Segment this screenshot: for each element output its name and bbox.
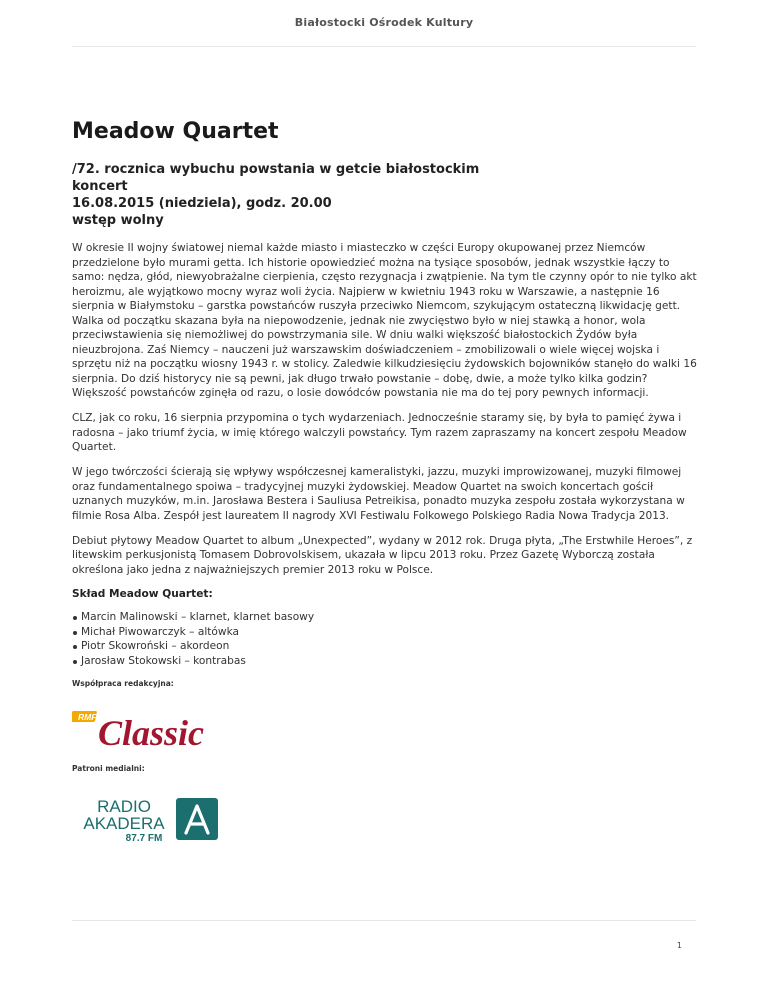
paragraph-albums: Debiut płytowy Meadow Quartet to album „Unexpected”, wydany w 2012 rok. Druga płyta, „The Erstwhile Heroes”, z litewskim perkusjonistą Tomasem Dobrovolskisem, ukazała w lipcu 2013 roku. Przez Gazetę Wyborczą została określona jako jedna z najważniejszych premier 2013 roku w Polsce. [72, 534, 693, 576]
page-footer-divider [72, 920, 696, 921]
paragraph-history: W okresie II wojny światowej niemal każde miasto i miasteczko w części Europy okupowanej przez Niemców przedzielone było murami getta. Ich historie opowiedzieć można na tysiące sposobów, jednak wszystkie łączy to samo: nędza, głód, niewyobrażalne cierpienia, często rezygnacja i zwątpienie. Na tym tle czynny opór to nie tylko akt heroizmu, ale wyjątkowo mocny wyraz woli życia. Najpierw w kwietniu 1943 roku w Warszawie, a następnie 16 sierpnia w Białymstoku – garstka powstańców ruszyła przeciwko Niemcom, szykującym ostateczną likwidację gett. Walka od początku skazana była na niepowodzenie, jednak nie zwycięstwo było w niej stawką a honor, wola przeciwstawienia się niemożliwej do powstrzymania sile. W dniu walki większość białostockich Żydów była nieuzbrojona. Zaś Niemcy – nauczeni już warszawskim doświadczeniem – zmobilizowali o wiele więcej wojska i sprzętu niż na początku wiosny 1943 r. w stolicy. Zaledwie kilkudziesięciu żydowskich bojowników stanęło do walki 16 sierpnia. Do dziś historycy nie są pewni, jak długo trwało powstanie – dobę, dwie, a może tylko kilka godzin? Większość powstańców zginęła od razu, o losie dowódców powstania nie ma do tej pory pewnych informacji. [72, 242, 697, 399]
event-info [72, 161, 702, 229]
page-header [72, 0, 696, 47]
radio-line-2: AKADERA [83, 814, 165, 833]
list-item: Piotr Skowroński – akordeon [81, 639, 702, 654]
list-item: Michał Piwowarczyk – altówka [81, 625, 702, 640]
rmf-badge-text: RMF [78, 712, 97, 722]
radio-logo-square [176, 798, 218, 840]
media-patrons-label: Patroni medialni: [72, 764, 145, 773]
list-item: Jarosław Stokowski – kontrabas [81, 654, 702, 669]
event-occasion: /72. rocznica wybuchu powstania w getcie białostockim [72, 162, 480, 177]
paragraph-style: W jego twórczości ścierają się wpływy współczesnej kameralistyki, jazzu, muzyki improwizowanej, muzyki filmowej oraz fundamentalnego spoiwa – tradycyjnej muzyki żydowskiej. Meadow Quartet na swoich koncertach gościł uznanych muzyków, m.in. Jarosława Bestera i Sauliusa Petreikisa, ponadto muzyka zespołu została wykorzystana w filmie Rosa Alba. Zespół jest laureatem II nagrody XVI Festiwalu Folkowego Polskiego Radia Nowa Tradycja 2013. [72, 466, 685, 522]
radio-frequency: 87.7 FM [125, 833, 163, 842]
rmf-classic-logo [72, 707, 222, 751]
event-date: 16.08.2015 (niedziela), godz. 20.00 [72, 196, 332, 211]
event-type: koncert [72, 179, 128, 194]
lineup-title: Skład Meadow Quartet: [72, 588, 213, 601]
site-title: Białostocki Ośrodek Kultury [294, 16, 474, 29]
list-item: Marcin Malinowski – klarnet, klarnet basowy [81, 610, 702, 625]
article-title: Meadow Quartet [72, 119, 279, 144]
cooperation-label: Współpraca redakcyjna: [72, 679, 174, 688]
page-number: 1 [676, 941, 682, 950]
paragraph-remembrance: CLZ, jak co roku, 16 sierpnia przypomina o tych wydarzeniach. Jednocześnie staramy się, by była to pamięć żywa i radosna – jako triumf życia, w imię którego walczyli powstańcy. Tym razem zapraszamy na koncert zespołu Meadow Quartet. [72, 412, 687, 454]
radio-akadera-logo [72, 796, 222, 842]
event-admission: wstęp wolny [72, 213, 164, 228]
classic-wordmark: Classic [98, 713, 205, 751]
radio-line-1: RADIO [97, 797, 151, 816]
article [72, 117, 702, 668]
lineup-list [72, 610, 702, 668]
